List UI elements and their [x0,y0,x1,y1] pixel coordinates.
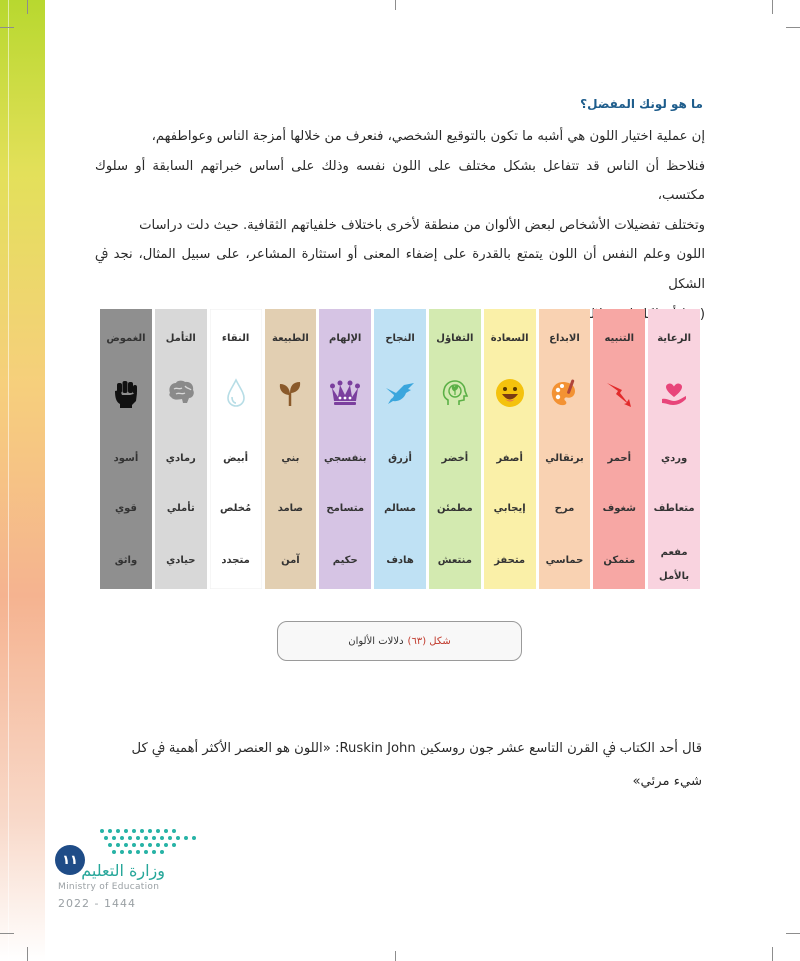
logo-dot [128,836,132,840]
logo-dot [172,843,176,847]
trait-cell: متمكن [603,555,636,566]
crop-mark [395,951,396,961]
logo-dot [172,829,176,833]
logo-dot [116,829,120,833]
trait-cell: صامد [277,503,304,514]
logo-dot [148,843,152,847]
logo-dot [108,843,112,847]
trait-cell: حيادي [166,555,196,566]
logo-dot [164,829,168,833]
color-meanings-table [100,309,700,589]
color-column [539,309,591,589]
color-column [319,309,371,589]
crop-mark [0,27,14,28]
trait-cell: مفعم بالأمل [659,547,690,582]
column-title: الطبيعة [272,333,309,344]
logo-dot [132,843,136,847]
trait-cell: قوي [114,503,137,514]
logo-dot [156,843,160,847]
logo-dot [168,836,172,840]
logo-dot [108,829,112,833]
trait-cell: هادف [386,555,414,566]
color-name: بنفسجي [323,453,367,464]
crop-mark [395,0,396,10]
paragraph-line: إن عملية اختيار اللون هي أشبه ما تكون بالتوقيع الشخصي، فنعرف من خلالها أمزجة الناس وعواطفهم، [151,129,705,144]
trait-cell: متسامح [326,503,365,514]
column-title: السعادة [490,333,529,344]
trait-cell: مسالم [384,503,416,514]
logo-dot [192,836,196,840]
crop-mark [772,0,773,14]
logo-dot [104,836,108,840]
color-name: أحمر [607,453,632,464]
trait-cell: آمن [281,555,300,566]
color-name: برتقالي [545,453,584,464]
crop-mark [0,933,14,934]
quote-line: قال أحد الكتاب ﰲ القرن التاسع عشر جون روسكين Ruskin John: «اللون هو العنصر الأكثر أهمية ﰲ كل [131,741,702,756]
column-title: التأمل [165,333,196,344]
color-column [593,309,645,589]
page-number: ١١ [55,845,85,875]
logo-dot [160,836,164,840]
logo-dot [112,850,116,854]
paragraph-line: ( [699,306,705,322]
color-name: رمادي [165,453,196,464]
logo-dot [160,850,164,854]
color-name: أصفر [496,453,523,464]
color-column [374,309,426,589]
logo-dot [140,829,144,833]
color-name: أخضر [441,453,469,464]
logo-dot [120,850,124,854]
logo-dot [144,850,148,854]
figure-title: دلالات الألوان [348,635,404,647]
water-drop-icon [218,375,254,411]
logo-dot [164,843,168,847]
smiley-icon [492,375,528,411]
trait-cell: مطمئن [436,503,473,514]
trait-cell: إيجابي [493,503,526,514]
crop-mark [772,947,773,961]
logo-dot [148,829,152,833]
paragraph-line: فنلاحظ أن الناس قد تتفاعل بشكل مختلف على اللون نفسه وذلك على أساس خبراتهم السابقة أو سلوك مكتسب، [95,158,705,204]
crown-icon [327,375,363,411]
quote-line: شيء مرئي» [632,774,702,789]
band-stripe [8,0,9,961]
sprout-icon [272,375,308,411]
mind-leaf-icon [437,375,473,411]
color-name: بني [281,453,300,464]
column-title: التفاؤل [436,333,474,344]
column-title: التنبيه [604,333,635,344]
logo-dot [140,843,144,847]
color-name: أسود [113,453,139,464]
column-title: الإلهام [329,333,362,344]
heart-hand-icon [656,375,692,411]
color-column [484,309,536,589]
color-column [648,309,700,589]
trait-cell: واثق [114,555,138,566]
color-column [429,309,481,589]
color-column [155,309,207,589]
fist-icon [108,375,144,411]
logo-dot [128,850,132,854]
color-name: وردي [660,453,688,464]
crop-mark [27,0,28,14]
ministry-name-en: Ministry of Education [58,882,160,892]
color-column [265,309,317,589]
trait-cell: منتعش [437,555,472,566]
column-title: النجاح [385,333,415,344]
crop-mark [786,933,800,934]
logo-dot [120,836,124,840]
lightning-icon [601,375,637,411]
figure-caption [277,621,522,661]
logo-dot [152,836,156,840]
edition-year: 2022 - 1444 [58,897,136,910]
paragraph-line: وتختلف تفضيلات الأشخاص لبعض الألوان من منطقة لأخرى باختلاف خلفياتهم الثقافية. حيث دلت دراسات [139,217,705,233]
logo-dot [112,836,116,840]
trait-cell: متجدد [221,555,250,566]
trait-cell: متعاطف [653,503,695,514]
logo-dot [100,829,104,833]
paragraph-line: اللون وعلم النفس أن اللون يتمتع بالقدرة على إضفاء المعنى أو استثارة المشاعر، على سبيل المثال، نجد ﰲ الشكل [95,247,705,292]
logo-dot [184,836,188,840]
trait-cell: حكيم [332,555,358,566]
color-name: أبيض [223,453,249,464]
logo-dot [132,829,136,833]
crop-mark [27,947,28,961]
column-title: الابداع [549,333,580,344]
section-heading: ما هو لونك المفضل؟ [580,97,703,111]
logo-dot [116,843,120,847]
color-name: أزرق [388,453,412,464]
figure-label: شكل (٦٣) [407,635,451,647]
intro-paragraph [95,122,705,329]
column-title: الرعاية [657,333,691,344]
ministry-name-ar: وزارة التعليم [81,861,165,880]
color-column [100,309,152,589]
trait-cell: مُخلص [220,503,252,514]
logo-dot [136,850,140,854]
trait-cell: مرح [554,503,575,514]
trait-cell: متحفز [494,555,526,566]
logo-dot [152,850,156,854]
trait-cell: تأملي [166,503,195,514]
color-column [210,309,262,589]
brain-icon [163,375,199,411]
logo-dot [124,829,128,833]
quote-paragraph [97,732,702,798]
trait-cell: شغوف [602,503,636,514]
logo-dot [144,836,148,840]
trait-cell: حماسي [545,555,584,566]
logo-dot [176,836,180,840]
crop-mark [786,27,800,28]
logo-dot [136,836,140,840]
ministry-logo [55,825,205,920]
logo-dot [124,843,128,847]
column-title: الغموض [106,333,146,344]
palette-icon [546,375,582,411]
page-side-band [0,0,45,961]
column-title: النقاء [221,333,250,344]
bird-icon [382,375,418,411]
logo-dot [156,829,160,833]
